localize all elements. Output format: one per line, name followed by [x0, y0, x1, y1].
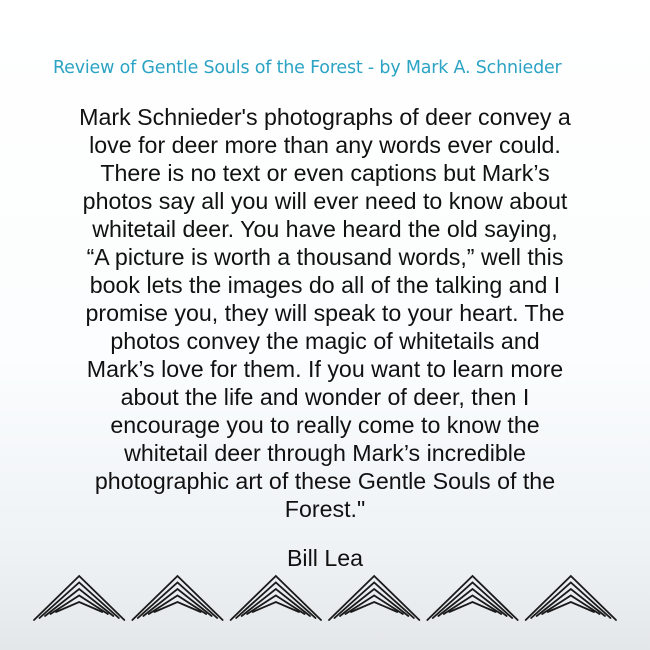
review-line: Mark Schnieder's photographs of deer convey a: [79, 104, 571, 130]
review-body: [40, 103, 610, 523]
review-line: encourage you to really come to know the: [110, 412, 540, 438]
chevron-icon: [231, 576, 321, 620]
chevron-icon: [132, 576, 222, 620]
review-line: There is no text or even captions but Mark’s: [100, 160, 550, 186]
review-title: Review of Gentle Souls of the Forest - by Mark A. Schnieder: [53, 58, 562, 78]
review-line: photographic art of these Gentle Souls of the: [94, 468, 556, 494]
review-line: love for deer more than any words ever could.: [89, 132, 561, 158]
review-line: photos say all you will ever need to know about: [82, 188, 568, 214]
chevron-icon: [329, 576, 419, 620]
review-author: Bill Lea: [286, 545, 364, 571]
review-line: whitetail deer. You have heard the old saying,: [92, 216, 558, 242]
chevron-icon: [427, 576, 517, 620]
review-line: whitetail deer through Mark’s incredible: [124, 440, 526, 466]
chevron-pattern-icon: [30, 570, 620, 626]
chevron-icon: [34, 576, 124, 620]
review-line: about the life and wonder of deer, then I: [120, 384, 530, 410]
review-line: book lets the images do all of the talking and I: [89, 272, 561, 298]
review-line: “A picture is worth a thousand words,” well this: [86, 244, 564, 270]
review-line: photos convey the magic of whitetails and: [110, 328, 540, 354]
review-line: Forest.": [284, 496, 366, 522]
review-line: Mark’s love for them. If you want to learn more: [86, 356, 564, 382]
review-line: promise you, they will speak to your heart. The: [85, 300, 565, 326]
chevron-icon: [526, 576, 616, 620]
